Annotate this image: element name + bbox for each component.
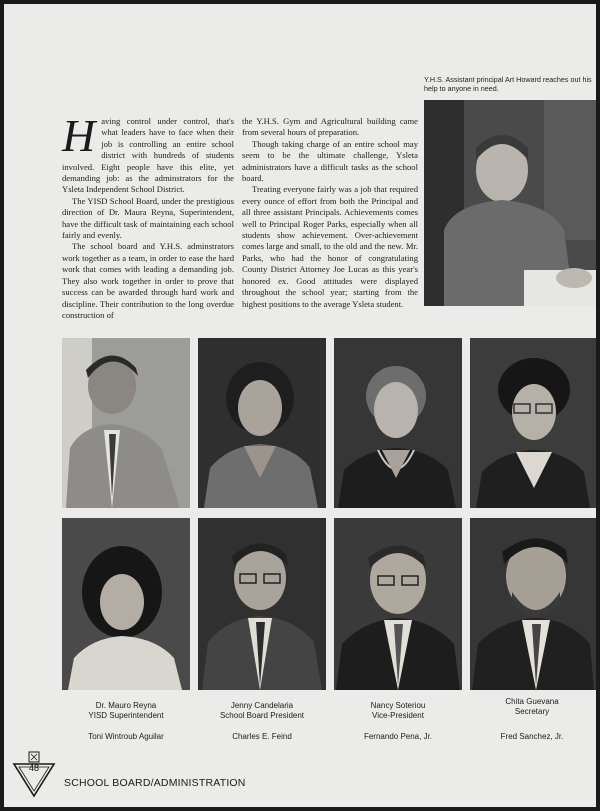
person-title: Vice-President <box>372 711 424 720</box>
article-paragraph: Though taking charge of an entire school may seem to be the ultimate challenge, Ysleta administrators have a difficult tasks as the school board. <box>242 138 418 184</box>
assistant-principal-photo <box>424 100 596 306</box>
article-paragraph: Treating everyone fairly was a job that required every ounce of effort from both the Principal and all three assistant Principals. Achievements comes well to Principal Roger Parks, especially when all students show achievement. Over-achievement comes large and small, to the old and the new. Mr. Parks, who had the honor of congratulating County District Attorney Joe Lucas as this year's honored ex. Good attitudes were displayed throughout the school year; starting from the highest positions to the average Ysleta student. <box>242 184 418 309</box>
person-name: Dr. Mauro Reyna <box>95 701 157 710</box>
article-column-2 <box>242 116 418 310</box>
portrait-charles-feind <box>198 518 326 690</box>
person-name: Jenny Candelaria <box>230 701 294 710</box>
article-paragraph: aving control under control, that's what leaders have to face when their job is controlling an entire school district with hundreds of students involved. Eight people have this elite, yet demanding job: as the adminstrators for the Ysleta Independent School District. <box>62 116 234 195</box>
article-column-1 <box>62 110 234 321</box>
photo-caption: Y.H.S. Assistant principal Art Howard reaches out his help to anyone in need. <box>424 75 592 93</box>
person-name: Nancy Soteriou <box>370 701 426 710</box>
section-title: SCHOOL BOARD/ADMINISTRATION <box>64 777 246 789</box>
person-name: Charles E. Feind <box>232 732 292 741</box>
portrait-fernando-pena <box>334 518 462 690</box>
portrait-fred-sanchez <box>470 518 596 690</box>
portrait-label <box>64 701 188 721</box>
yearbook-page <box>4 4 596 807</box>
portrait-jenny-candelaria <box>198 338 326 508</box>
person-title: Secretary <box>514 707 550 716</box>
article-paragraph: the Y.H.S. Gym and Agricultural building came from several hours of preparation. <box>242 116 418 138</box>
person-title: YISD Superintendent <box>88 711 164 720</box>
person-name: Fred Sanchez, Jr. <box>500 732 564 741</box>
portrait-chita-guevana <box>470 338 596 508</box>
person-name: Toni Wintroub Aguilar <box>88 732 164 741</box>
portrait-nancy-soteriou <box>334 338 462 508</box>
portrait-mauro-reyna <box>62 338 190 508</box>
portrait-label <box>336 701 460 721</box>
drop-cap: H <box>62 110 96 161</box>
article-paragraph: The school board and Y.H.S. adminstrators work together as a team, in order to ease the hard work that comes with leading a demanding job. They also work together in order to prove that success can be awarded through hard work and discipline. Their contribution to the long overdue construction of <box>62 241 234 320</box>
portrait-toni-wintroub-aguilar <box>62 518 190 690</box>
portrait-label <box>200 701 324 721</box>
person-name: Chita Guevana <box>505 697 559 706</box>
person-title: School Board President <box>219 711 305 720</box>
page-number: 48 <box>29 763 40 773</box>
portrait-label <box>470 697 594 717</box>
yearbook-logo-icon <box>12 750 56 798</box>
person-name: Fernando Pena, Jr. <box>363 732 433 741</box>
article-paragraph: The YISD School Board, under the prestigious direction of Dr. Maura Reyna, Superintendent, have the difficult task of maintaining each school fairly and evenly. <box>62 195 234 241</box>
